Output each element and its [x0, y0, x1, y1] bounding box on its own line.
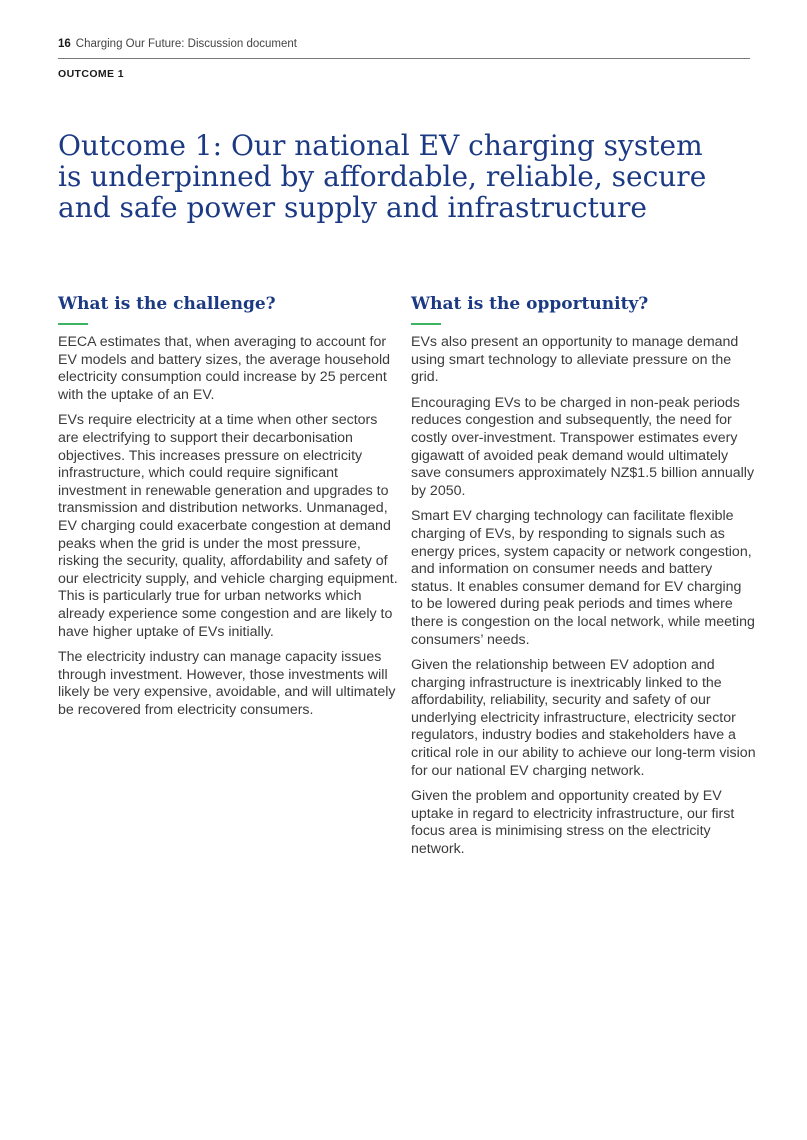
- body-paragraph: The electricity industry can manage capacity issues through investment. However, those investments will likely be very expensive, avoidable, and will ultimately be recovered from electricity consumers.: [58, 649, 396, 718]
- challenge-heading: What is the challenge?: [58, 294, 276, 314]
- section-label: OUTCOME 1: [58, 68, 125, 80]
- opportunity-column: [411, 292, 756, 867]
- accent-divider: [58, 323, 88, 325]
- page-title: Outcome 1: Our national EV charging system is underpinned by affordable, reliable, secure and safe power supply and infrastructure: [58, 129, 707, 224]
- page-number: 16: [58, 38, 71, 50]
- opportunity-heading: What is the opportunity?: [411, 294, 649, 314]
- body-paragraph: EVs also present an opportunity to manage demand using smart technology to alleviate pressure on the grid.: [411, 334, 739, 386]
- body-paragraph: Smart EV charging technology can facilitate flexible charging of EVs, by responding to signals such as energy prices, system capacity or network congestion, and information on consumer needs and battery status. It enables consumer demand for EV charging to be lowered during peak periods and times where there is congestion on the local network, while meeting consumers’ needs.: [411, 508, 755, 648]
- accent-divider: [411, 323, 441, 325]
- running-header: [58, 38, 297, 50]
- challenge-column: [58, 292, 398, 727]
- body-paragraph: EECA estimates that, when averaging to account for EV models and battery sizes, the average household electricity consumption could increase by 25 percent with the uptake of an EV.: [58, 334, 391, 403]
- body-paragraph: EVs require electricity at a time when other sectors are electrifying to support their decarbonisation objectives. This increases pressure on electricity infrastructure, which could require significant investment in renewable generation and upgrades to transmission and distribution networks. Unmanaged, EV charging could exacerbate congestion at demand peaks when the grid is under the most pressure, risking the security, quality, affordability and safety of our electricity supply, and vehicle charging equipment. This is particularly true for urban networks which already experience some congestion and are likely to have higher uptake of EVs initially.: [58, 412, 398, 640]
- body-paragraph: Given the problem and opportunity created by EV uptake in regard to electricity infrastructure, our first focus area is minimising stress on the electricity network.: [411, 788, 735, 858]
- document-title: Charging Our Future: Discussion document: [75, 38, 297, 50]
- body-paragraph: Encouraging EVs to be charged in non-peak periods reduces congestion and subsequently, the need for costly over-investment. Transpower estimates every gigawatt of avoided peak demand would ultimately save consumers approximately NZ$1.5 billion annually by 2050.: [411, 394, 755, 499]
- header-divider: [58, 58, 750, 59]
- body-paragraph: Given the relationship between EV adoption and charging infrastructure is inextricably linked to the affordability, reliability, security and safety of our underlying electricity infrastructure, electricity sector regulators, industry bodies and stakeholders have a critical role in our ability to achieve our long-term vision for our national EV charging network.: [411, 657, 756, 779]
